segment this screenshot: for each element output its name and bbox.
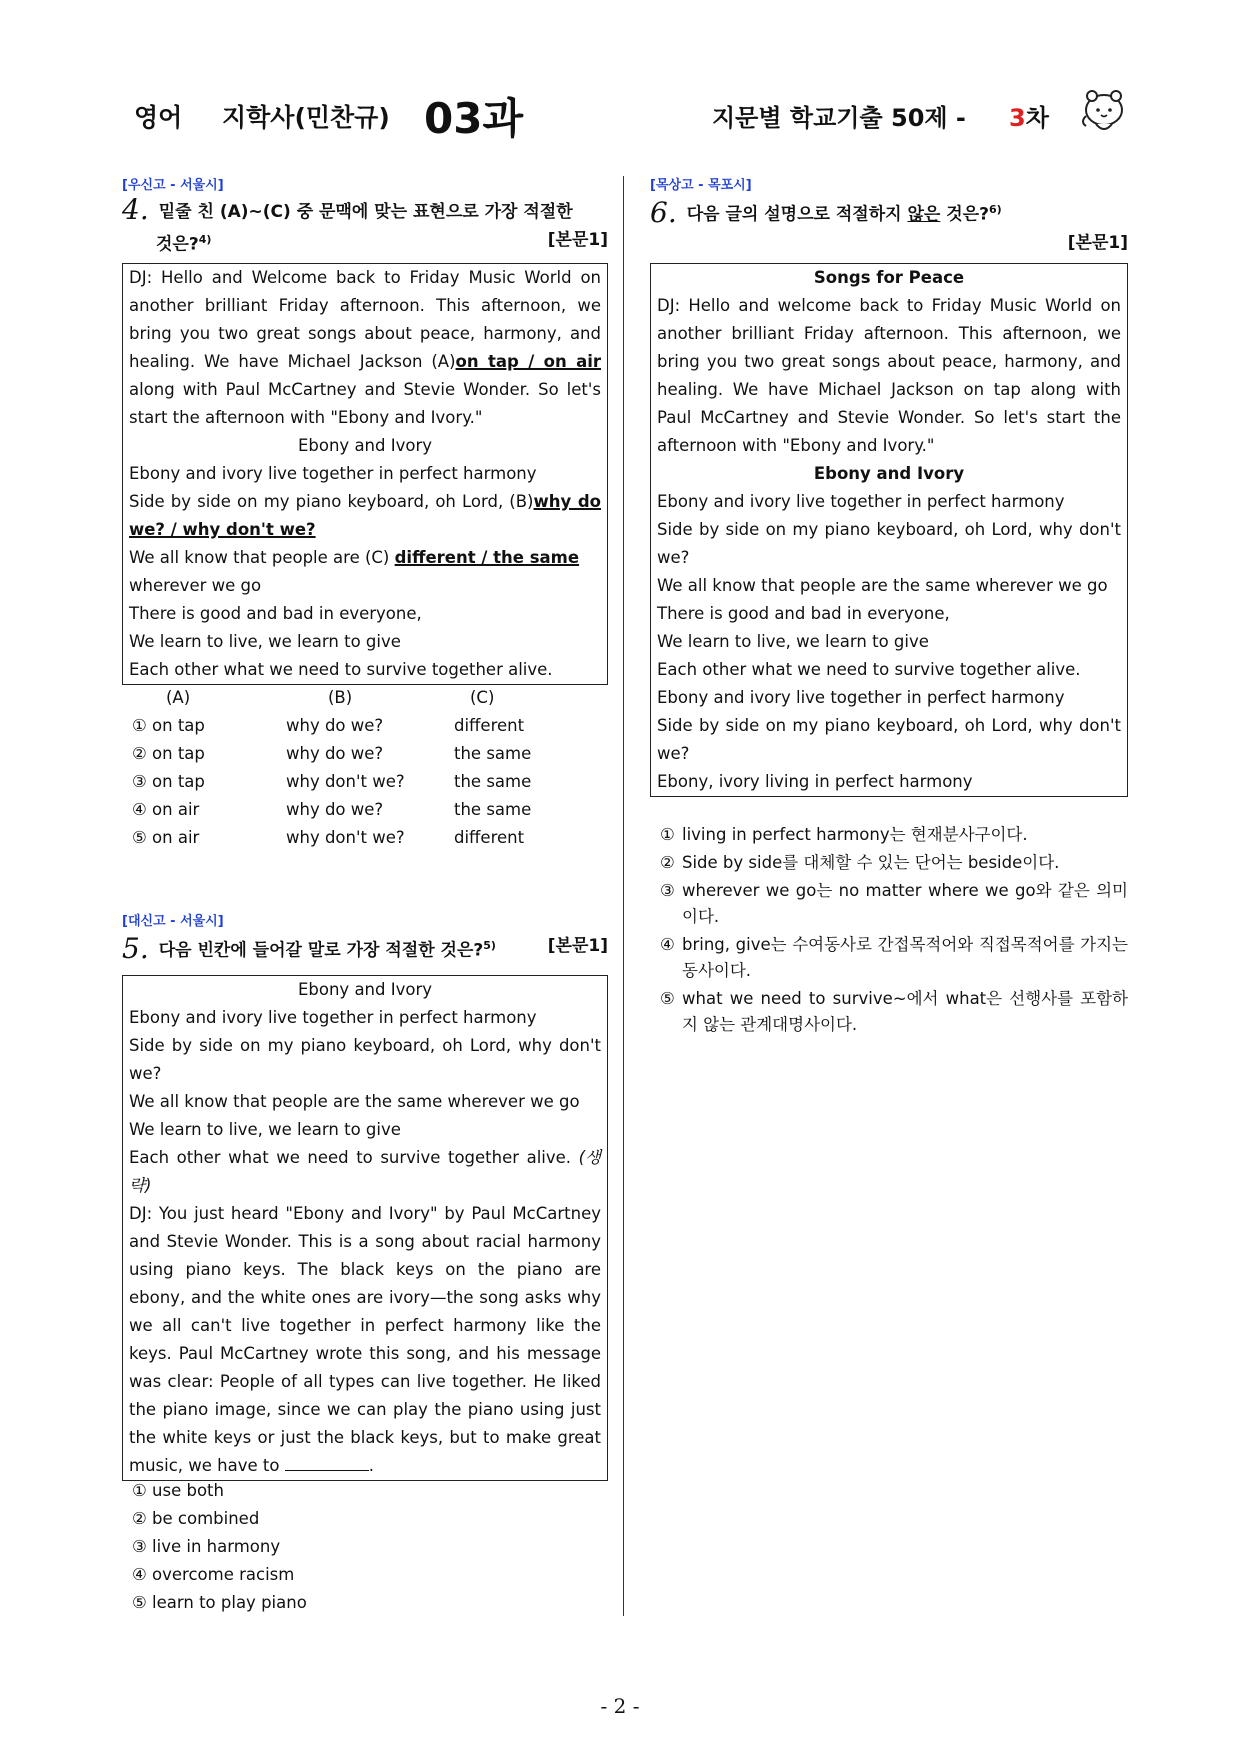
q4-prompt-line2 — [122, 226, 608, 259]
q6-options — [650, 822, 1128, 1040]
q6-opt1-mark: ① — [660, 825, 675, 844]
q6-opt3-text: wherever we go는 no matter where we go와 같은 의미이다. — [682, 881, 1128, 926]
question-5 — [122, 910, 608, 965]
q5-options — [122, 1477, 618, 1617]
question-6 — [650, 174, 1128, 257]
q4-opt4-c: the same — [454, 800, 532, 819]
q4-song-title: Ebony and Ivory — [297, 436, 433, 455]
q4-passage-box — [122, 263, 608, 685]
q6-text-a: 다음 글의 설명으로 적절하지 — [686, 204, 908, 225]
q6-tag: [본문1] — [1067, 232, 1128, 253]
q4-opt3-a: ③ on tap — [132, 772, 205, 791]
q6-song-title: Ebony and Ivory — [813, 464, 965, 483]
q4-lyric-2 — [129, 488, 601, 544]
q6-passage-box — [650, 263, 1128, 797]
q4-text-line2: 것은? — [156, 234, 199, 255]
question-4 — [122, 174, 608, 259]
q6-text-underlined: 않은 — [907, 204, 941, 225]
q5-option-2[interactable]: ② be combined — [132, 1509, 260, 1528]
q6-text-b: 것은? — [940, 204, 989, 225]
q4-opt5-b: why don't we? — [286, 828, 405, 847]
q5-p2-end: . — [368, 1456, 374, 1475]
q5-option-4[interactable]: ④ overcome racism — [132, 1565, 295, 1584]
q6-option-1[interactable] — [660, 822, 1128, 848]
q6-lyric-6: Each other what we need to survive together alive. — [657, 660, 1081, 679]
round-label — [1009, 98, 1049, 133]
q6-number: 6. — [650, 195, 677, 229]
q6-lyric-5: We learn to live, we learn to give — [657, 632, 929, 651]
q6-opt5-text: what we need to survive~에서 what은 선행사를 포함하지 않는 관계대명사이다. — [682, 989, 1128, 1034]
q5-passage-box — [122, 975, 608, 1481]
q5-lyric-4: We learn to live, we learn to give — [129, 1120, 401, 1139]
q5-option-1[interactable]: ① use both — [132, 1481, 224, 1500]
q4-number: 4. — [122, 193, 149, 226]
series-label: 지문별 학교기출 50제 - — [712, 104, 966, 132]
q5-lyric-2: Side by side on my piano keyboard, oh Lord, why don't we? — [129, 1036, 601, 1083]
q4-l3-a: We all know that people are (C) — [129, 548, 395, 567]
q6-source: [목상고 - 목포시] — [650, 178, 752, 193]
q5-dj-paragraph — [129, 1200, 601, 1480]
q4-p1-b: along with Paul McCartney and Stevie Wonder. So let's start the afternoon with "Ebony and Ivory." — [129, 380, 601, 427]
q5-footnote: 5) — [483, 939, 496, 952]
column-divider — [623, 176, 624, 1616]
q5-text: 다음 빈칸에 들어갈 말로 가장 적절한 것은? — [158, 940, 484, 961]
q4-option-4[interactable] — [122, 796, 608, 824]
q4-opt1-a: ① on tap — [132, 716, 205, 735]
q4-option-5[interactable] — [122, 824, 608, 852]
q4-lyric-6: Each other what we need to survive together alive. — [129, 660, 553, 679]
lesson-label: 03과 — [424, 94, 524, 143]
q4-options-head — [122, 684, 608, 712]
textbook-label: 지학사(민찬규) — [222, 103, 390, 132]
q4-opt3-c: the same — [454, 772, 532, 791]
q6-lyric-9: Ebony, ivory living in perfect harmony — [657, 772, 973, 791]
q4-text-line1: 밑줄 친 (A)~(C) 중 문맥에 맞는 표현으로 가장 적절한 — [158, 202, 573, 222]
q4-tag: [본문1] — [547, 230, 608, 250]
q6-prompt — [650, 196, 1128, 229]
q4-opt2-b: why do we? — [286, 744, 384, 763]
q4-lyric-3 — [129, 544, 601, 600]
q5-prompt — [122, 932, 608, 965]
q6-lyric-4: There is good and bad in everyone, — [657, 604, 950, 623]
q6-opt4-text: bring, give는 수여동사로 간접목적어와 직접목적어를 가지는 동사이다. — [682, 935, 1128, 980]
q4-p1-a: DJ: Hello and Welcome back to Friday Music World on another brilliant Friday afternoon. This afternoon, we bring you two great songs about peace, harmony, and healing. We have Michael Jackson (A) — [129, 268, 601, 371]
q4-opt2-a: ② on tap — [132, 744, 205, 763]
q5-option-3[interactable]: ③ live in harmony — [132, 1537, 281, 1556]
q6-passage-title: Songs for Peace — [813, 268, 965, 287]
q5-lyric-5 — [129, 1144, 601, 1200]
q4-option-3[interactable] — [122, 768, 608, 796]
q6-footnote: 6) — [988, 203, 1002, 216]
q6-opt4-mark: ④ — [660, 935, 675, 954]
q4-lyric-5: We learn to live, we learn to give — [129, 632, 401, 651]
q4-head-b: (B) — [328, 688, 353, 707]
q4-opt4-a: ④ on air — [132, 800, 200, 819]
q5-omitted: (생략) — [129, 1148, 601, 1195]
q4-opt1-b: why do we? — [286, 716, 384, 735]
q4-opt1-c: different — [454, 716, 525, 735]
q4-options — [122, 684, 608, 852]
q5-song-title: Ebony and Ivory — [297, 980, 433, 999]
q4-footnote: 4) — [198, 233, 212, 246]
q4-opt3-b: why don't we? — [286, 772, 405, 791]
q6-opt3-mark: ③ — [660, 881, 675, 900]
q4-blank-a: on tap / on air — [455, 352, 601, 371]
q4-l3-b: wherever we go — [129, 576, 262, 595]
q6-lyric-3: We all know that people are the same wherever we go — [657, 576, 1108, 595]
round-suffix: 차 — [1025, 104, 1049, 132]
q5-lyric-3: We all know that people are the same wherever we go — [129, 1092, 580, 1111]
q4-opt2-c: the same — [454, 744, 532, 763]
q4-head-c: (C) — [470, 688, 495, 707]
q6-lyric-7: Ebony and ivory live together in perfect harmony — [657, 688, 1065, 707]
q5-l5-text: Each other what we need to survive together alive. — [129, 1148, 579, 1167]
q4-option-1[interactable] — [122, 712, 608, 740]
q6-option-2[interactable] — [660, 850, 1128, 876]
q4-l2-a: Side by side on my piano keyboard, oh Lord, (B) — [129, 492, 534, 511]
q6-opt2-mark: ② — [660, 853, 675, 872]
round-number: 3 — [1009, 104, 1026, 132]
q4-paragraph — [129, 264, 601, 432]
q5-tag: [본문1] — [547, 936, 608, 956]
q5-lyric-1: Ebony and ivory live together in perfect harmony — [129, 1008, 537, 1027]
q4-lyric-1: Ebony and ivory live together in perfect harmony — [129, 464, 537, 483]
q6-opt1-text: living in perfect harmony는 현재분사구이다. — [682, 825, 1028, 844]
bear-mascot-icon — [1078, 86, 1130, 138]
q4-opt5-a: ⑤ on air — [132, 828, 200, 847]
q6-lyric-1: Ebony and ivory live together in perfect harmony — [657, 492, 1065, 511]
q5-option-5[interactable]: ⑤ learn to play piano — [132, 1593, 307, 1612]
q6-option-3[interactable] — [660, 878, 1128, 930]
subject-label: 영어 — [134, 103, 183, 132]
q4-blank-b: why do we? / why don't we? — [129, 492, 601, 539]
q5-source: [대신고 - 서울시] — [122, 914, 224, 929]
q4-source: [우신고 - 서울시] — [122, 178, 224, 193]
q4-prompt — [122, 193, 608, 226]
q6-option-4[interactable] — [660, 932, 1128, 984]
q6-option-5[interactable] — [660, 986, 1128, 1038]
q6-opt5-mark: ⑤ — [660, 989, 675, 1008]
q5-blank[interactable] — [285, 1452, 369, 1471]
q6-lyric-2: Side by side on my piano keyboard, oh Lord, why don't we? — [657, 520, 1121, 567]
page-number: - 2 - — [600, 1694, 640, 1718]
q6-paragraph: DJ: Hello and welcome back to Friday Music World on another brilliant Friday afternoon. This afternoon, we bring you two great songs about peace, harmony, and healing. We have Michael Jackson on tap along with Paul McCartney and Stevie Wonder. So let's start the afternoon with "Ebony and Ivory." — [657, 296, 1121, 455]
q4-opt4-b: why do we? — [286, 800, 384, 819]
q4-opt5-c: different — [454, 828, 525, 847]
q4-blank-c: different / the same — [394, 548, 580, 567]
page-header — [0, 88, 1240, 148]
q4-lyric-4: There is good and bad in everyone, — [129, 604, 422, 623]
q5-number: 5. — [122, 931, 149, 965]
q5-p2-text: DJ: You just heard "Ebony and Ivory" by Paul McCartney and Stevie Wonder. This is a song about racial harmony using piano keys. The black keys on the piano are ebony, and the white ones are ivory—the song asks why we all can't live together in perfect harmony like the keys. Paul McCartney wrote this song, and his message was clear: People of all types can live together. He liked the piano image, since we can play the piano using just the white keys or just the black keys, but to make great music, we have to — [129, 1204, 601, 1475]
q4-option-2[interactable] — [122, 740, 608, 768]
q6-tag-line — [650, 229, 1128, 257]
q4-head-a: (A) — [166, 688, 191, 707]
q6-opt2-text: Side by side를 대체할 수 있는 단어는 beside이다. — [682, 853, 1060, 872]
q6-lyric-8: Side by side on my piano keyboard, oh Lord, why don't we? — [657, 716, 1121, 763]
